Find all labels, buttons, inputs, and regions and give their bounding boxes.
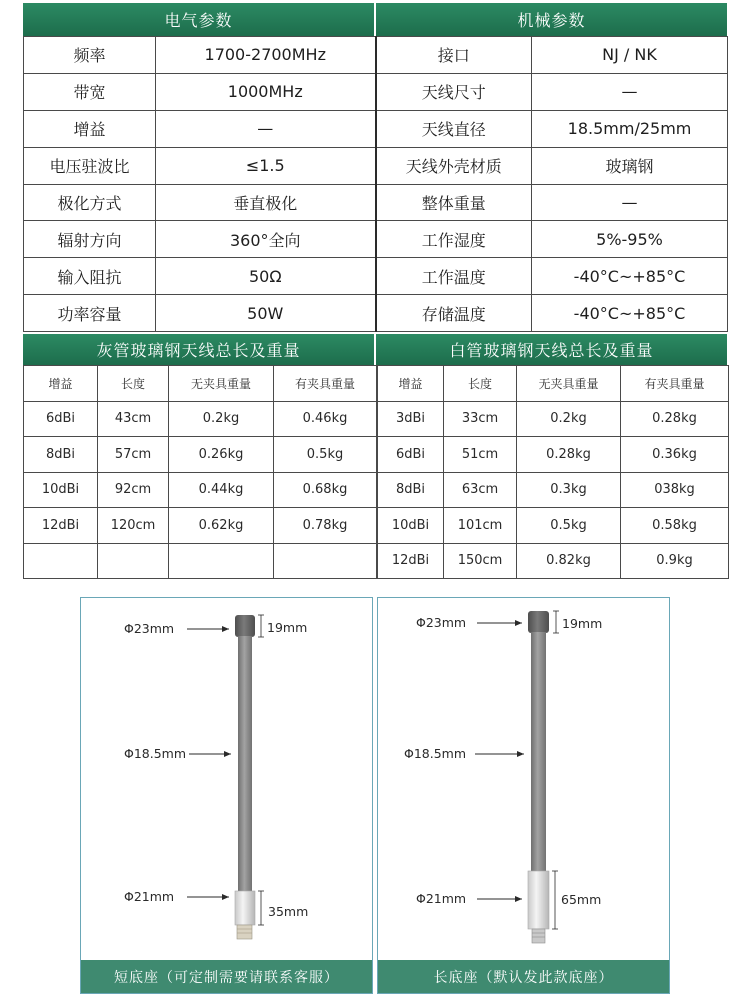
gain-cell: 6dBi	[24, 401, 98, 437]
mechanical-param-label: 天线直径	[376, 110, 532, 147]
param-row	[24, 295, 728, 332]
table-row	[24, 401, 377, 437]
antenna-cap	[235, 615, 255, 637]
weight-header-row	[23, 334, 727, 365]
electrical-param-label: 辐射方向	[24, 221, 156, 258]
antenna-tube	[531, 632, 546, 871]
gain-cell: 12dBi	[378, 543, 444, 579]
base-diameter-label: Φ21mm	[124, 889, 175, 904]
table-row	[24, 437, 377, 473]
mechanical-param-value: 5%-95%	[532, 221, 728, 258]
mechanical-param-value: -40°C~+85°C	[532, 258, 728, 295]
weight-with-clamp-cell: 0.28kg	[621, 401, 729, 437]
white-tube-table	[377, 365, 729, 579]
table-row	[24, 543, 377, 579]
antenna-connector	[237, 925, 252, 939]
column-header: 长度	[444, 366, 517, 402]
antenna-base	[235, 891, 255, 925]
antenna-tube	[238, 636, 252, 891]
mechanical-param-label: 整体重量	[376, 184, 532, 221]
mechanical-param-value: -40°C~+85°C	[532, 295, 728, 332]
column-header: 增益	[378, 366, 444, 402]
weight-with-clamp-cell: 0.78kg	[274, 508, 377, 544]
mechanical-param-value: NJ / NK	[532, 37, 728, 74]
weight-tables	[23, 365, 727, 579]
antenna-base	[528, 871, 549, 929]
electrical-param-label: 带宽	[24, 73, 156, 110]
table-row	[24, 508, 377, 544]
mechanical-param-label: 存储温度	[376, 295, 532, 332]
length-cell: 57cm	[98, 437, 169, 473]
gain-cell: 10dBi	[378, 508, 444, 544]
antenna-cap	[528, 611, 549, 633]
electrical-param-value: 1700-2700MHz	[156, 37, 376, 74]
table-row	[378, 472, 729, 508]
weight-no-clamp-cell: 0.62kg	[169, 508, 274, 544]
body-diameter-label: Φ18.5mm	[124, 746, 187, 761]
weight-no-clamp-cell: 0.28kg	[517, 437, 621, 473]
weight-with-clamp-cell: 0.58kg	[621, 508, 729, 544]
short-base-antenna-diagram	[81, 598, 371, 960]
params-table	[23, 36, 728, 332]
mechanical-param-label: 接口	[376, 37, 532, 74]
top-diameter-label: Φ23mm	[124, 621, 175, 636]
table-row	[378, 508, 729, 544]
mechanical-params-header: 机械参数	[376, 3, 727, 36]
weight-with-clamp-cell: 0.5kg	[274, 437, 377, 473]
length-cell	[98, 543, 169, 579]
electrical-param-label: 电压驻波比	[24, 147, 156, 184]
param-row	[24, 147, 728, 184]
gain-cell: 8dBi	[24, 437, 98, 473]
mechanical-param-label: 工作湿度	[376, 221, 532, 258]
weight-with-clamp-cell: 0.68kg	[274, 472, 377, 508]
base-height-label: 35mm	[268, 904, 309, 919]
gain-cell: 8dBi	[378, 472, 444, 508]
length-cell: 33cm	[444, 401, 517, 437]
table-row	[378, 401, 729, 437]
spec-sheet	[23, 3, 727, 579]
electrical-param-value: 50W	[156, 295, 376, 332]
white-tube-header-row	[378, 366, 729, 402]
antenna-connector	[532, 929, 545, 943]
gray-tube-header: 灰管玻璃钢天线总长及重量	[23, 334, 374, 365]
mechanical-param-value: —	[532, 184, 728, 221]
electrical-param-label: 功率容量	[24, 295, 156, 332]
gain-cell: 12dBi	[24, 508, 98, 544]
param-row	[24, 184, 728, 221]
mechanical-param-value: —	[532, 73, 728, 110]
electrical-param-label: 增益	[24, 110, 156, 147]
electrical-param-value: 50Ω	[156, 258, 376, 295]
long-base-antenna-diagram	[378, 598, 668, 960]
weight-no-clamp-cell	[169, 543, 274, 579]
mechanical-param-label: 工作温度	[376, 258, 532, 295]
short-base-caption: 短底座（可定制需要请联系客服）	[81, 960, 372, 993]
weight-with-clamp-cell: 0.36kg	[621, 437, 729, 473]
electrical-param-value: 垂直极化	[156, 184, 376, 221]
gain-cell: 3dBi	[378, 401, 444, 437]
cap-height-label: 19mm	[562, 616, 603, 631]
param-row	[24, 37, 728, 74]
weight-with-clamp-cell: 038kg	[621, 472, 729, 508]
param-row	[24, 258, 728, 295]
spec-header-row	[23, 3, 727, 36]
column-header: 有夹具重量	[274, 366, 377, 402]
electrical-param-label: 极化方式	[24, 184, 156, 221]
long-base-panel	[377, 597, 670, 994]
base-height-label: 65mm	[561, 892, 602, 907]
weight-with-clamp-cell	[274, 543, 377, 579]
weight-no-clamp-cell: 0.2kg	[517, 401, 621, 437]
length-cell: 150cm	[444, 543, 517, 579]
weight-no-clamp-cell: 0.44kg	[169, 472, 274, 508]
electrical-param-value: 1000MHz	[156, 73, 376, 110]
body-diameter-label: Φ18.5mm	[404, 746, 467, 761]
length-cell: 92cm	[98, 472, 169, 508]
weight-no-clamp-cell: 0.26kg	[169, 437, 274, 473]
weight-no-clamp-cell: 0.5kg	[517, 508, 621, 544]
base-diameter-label: Φ21mm	[416, 891, 467, 906]
mechanical-param-value: 玻璃钢	[532, 147, 728, 184]
table-row	[378, 437, 729, 473]
column-header: 长度	[98, 366, 169, 402]
electrical-params-header: 电气参数	[23, 3, 374, 36]
long-base-caption: 长底座（默认发此款底座）	[378, 960, 669, 993]
param-row	[24, 73, 728, 110]
length-cell: 101cm	[444, 508, 517, 544]
table-row	[378, 543, 729, 579]
column-header: 无夹具重量	[169, 366, 274, 402]
length-cell: 120cm	[98, 508, 169, 544]
weight-with-clamp-cell: 0.46kg	[274, 401, 377, 437]
cap-height-label: 19mm	[267, 620, 308, 635]
weight-no-clamp-cell: 0.3kg	[517, 472, 621, 508]
gray-tube-table	[23, 365, 377, 579]
electrical-param-label: 输入阻抗	[24, 258, 156, 295]
mechanical-param-label: 天线尺寸	[376, 73, 532, 110]
gray-tube-header-row	[24, 366, 377, 402]
gain-cell: 10dBi	[24, 472, 98, 508]
mechanical-param-value: 18.5mm/25mm	[532, 110, 728, 147]
length-cell: 43cm	[98, 401, 169, 437]
electrical-param-value: 360°全向	[156, 221, 376, 258]
length-cell: 51cm	[444, 437, 517, 473]
short-base-panel	[80, 597, 373, 994]
param-row	[24, 221, 728, 258]
length-cell: 63cm	[444, 472, 517, 508]
mechanical-param-label: 天线外壳材质	[376, 147, 532, 184]
electrical-param-label: 频率	[24, 37, 156, 74]
gain-cell	[24, 543, 98, 579]
column-header: 无夹具重量	[517, 366, 621, 402]
electrical-param-value: ≤1.5	[156, 147, 376, 184]
top-diameter-label: Φ23mm	[416, 615, 467, 630]
weight-with-clamp-cell: 0.9kg	[621, 543, 729, 579]
white-tube-header: 白管玻璃钢天线总长及重量	[376, 334, 727, 365]
table-row	[24, 472, 377, 508]
weight-no-clamp-cell: 0.2kg	[169, 401, 274, 437]
param-row	[24, 110, 728, 147]
weight-no-clamp-cell: 0.82kg	[517, 543, 621, 579]
column-header: 增益	[24, 366, 98, 402]
gain-cell: 6dBi	[378, 437, 444, 473]
electrical-param-value: —	[156, 110, 376, 147]
column-header: 有夹具重量	[621, 366, 729, 402]
